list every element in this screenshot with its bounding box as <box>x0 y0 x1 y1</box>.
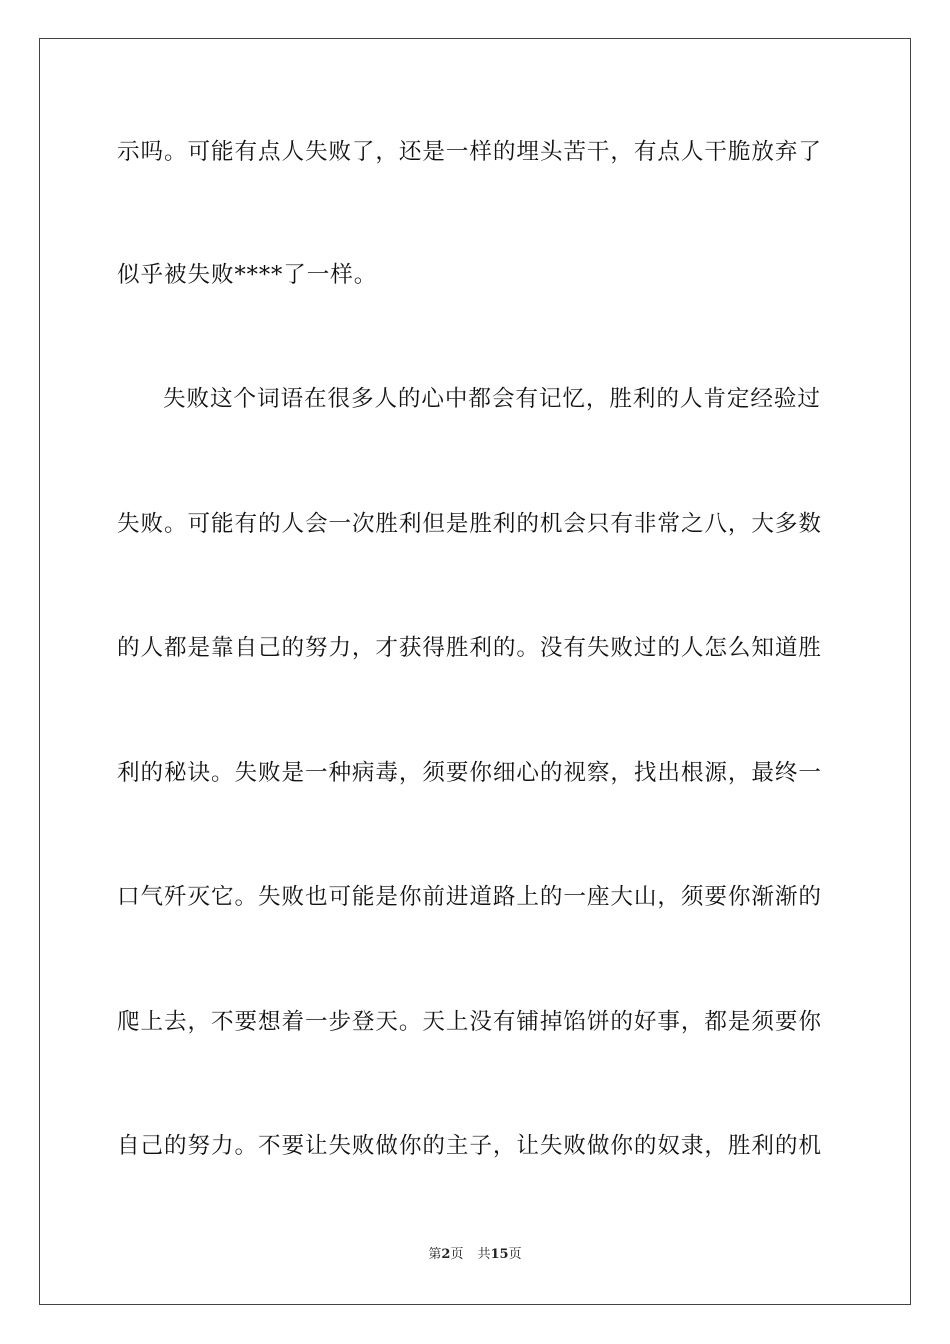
body-line-6: 利的秘诀。失败是一种病毒，须要你细心的视察，找出根源，最终一 <box>117 760 822 786</box>
body-line-5: 的人都是靠自己的努力，才获得胜利的。没有失败过的人怎么知道胜 <box>117 635 822 661</box>
body-line-8: 爬上去，不要想着一步登天。天上没有铺掉馅饼的好事，都是须要你 <box>117 1009 822 1035</box>
body-line-4: 失败。可能有的人会一次胜利但是胜利的机会只有非常之八，大多数 <box>117 511 822 537</box>
body-line-1: 示吗。可能有点人失败了，还是一样的埋头苦干，有点人干脆放弃了 <box>117 139 822 165</box>
page-border <box>39 38 911 1305</box>
body-line-9: 自己的努力。不要让失败做你的主子，让失败做你的奴隶，胜利的机 <box>117 1133 822 1159</box>
body-line-7: 口气歼灭它。失败也可能是你前进道路上的一座大山，须要你渐渐的 <box>117 884 822 910</box>
total-unit: 页 <box>508 1247 522 1262</box>
body-line-2: 似乎被失败****了一样。 <box>117 262 378 288</box>
page-number: 2 <box>441 1247 451 1262</box>
paragraph-start-line: 失败这个词语在很多人的心中都会有记忆，胜利的人肯定经验过 <box>163 386 821 412</box>
page-prefix: 第 <box>428 1247 442 1262</box>
page-footer <box>0 1247 950 1263</box>
total-prefix: 共 <box>477 1247 491 1262</box>
page-unit: 页 <box>450 1247 464 1262</box>
page-total: 15 <box>490 1247 509 1262</box>
